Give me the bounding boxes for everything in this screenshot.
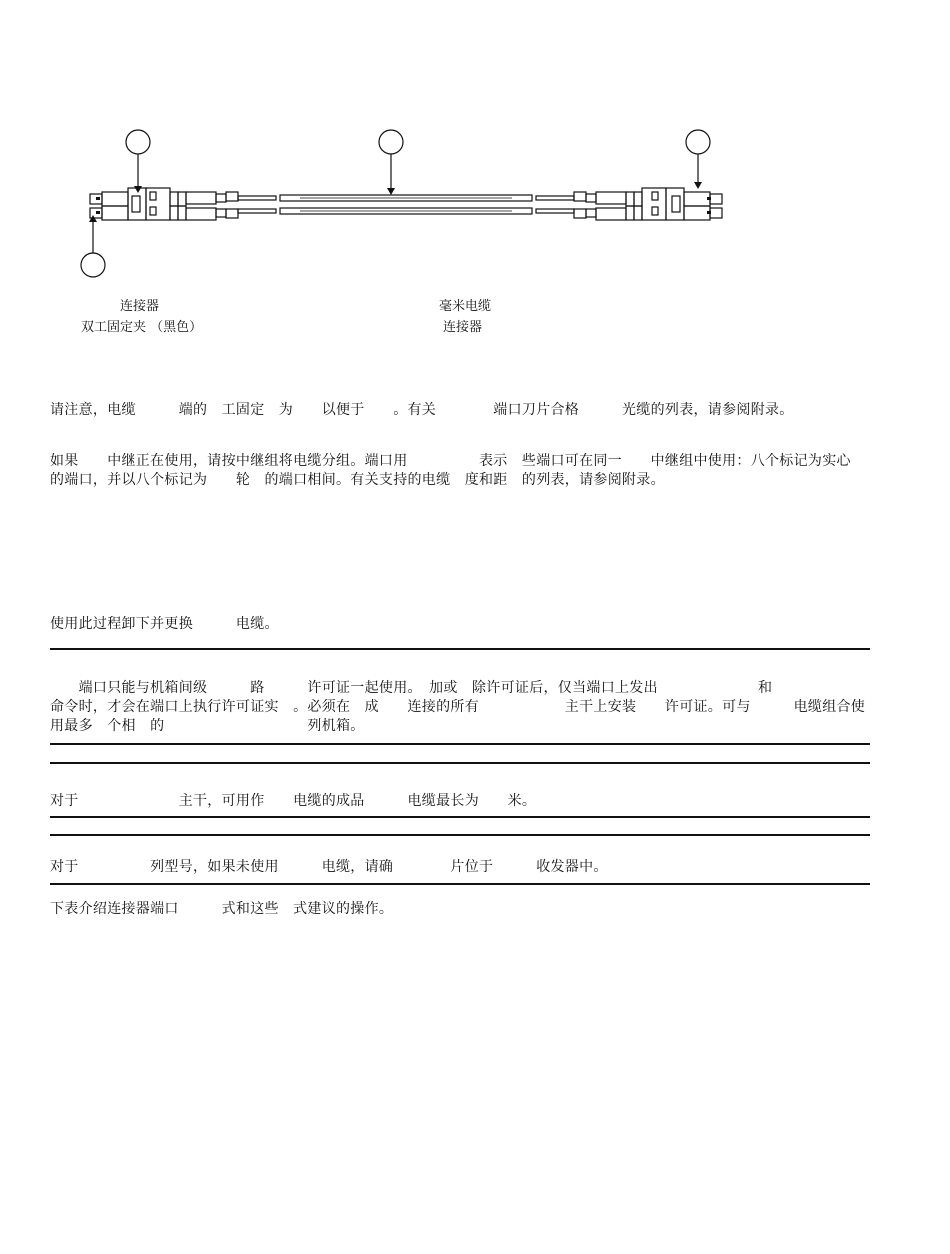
callout-circle-4: [81, 253, 105, 277]
note-cable-length: 对于 主干，可用作 电缆的成品 电缆最长为 米。: [50, 793, 537, 809]
divider: [50, 743, 870, 745]
caption-connector: 连接器: [120, 299, 160, 314]
callout-circle-2: [379, 130, 403, 154]
note-license: 端口只能与机箱间级 路 许可证一起使用。 加或 除许可证后，仅当端口上发出 和 命令时，才会在端口上执行许可证实 。必须在 成 连接的所有 主干上安装 许可证。可与 电缆组合使用最多 个相 的 列机箱。: [50, 680, 866, 734]
callout-circle-1: [126, 130, 150, 154]
cable-diagram: [0, 0, 950, 290]
paragraph-note-duplex: 请注意，电缆 端的 工固定 为 以便于 。有关 端口刀片合格 光缆的列表，请参阅附录。: [50, 402, 794, 418]
caption-connector-mid: 连接器: [443, 320, 483, 335]
callout-circle-3: [686, 130, 710, 154]
paragraph-table-intro: 下表介绍连接器端口 式和这些 式建议的操作。: [50, 901, 394, 917]
divider: [50, 834, 870, 836]
note-transceiver: 对于 列型号，如果未使用 电缆，请确 片位于 收发器中。: [50, 859, 608, 875]
divider: [50, 762, 870, 764]
paragraph-procedure-intro: 使用此过程卸下并更换 电缆。: [50, 616, 279, 632]
divider: [50, 816, 870, 818]
paragraph-trunk-groups: 如果 中继正在使用，请按中继组将电缆分组。端口用 表示 些端口可在同一 中继组中使用：八个标记为实心 的端口，并以八个标记为 轮 的端口相间。有关支持的电缆 度和距 的列表，请参阅附录。: [50, 453, 923, 488]
caption-duplex-clip: 双工固定夹 （黑色）: [81, 320, 203, 335]
caption-mm-cable: 毫米电缆: [439, 299, 492, 314]
divider: [50, 883, 870, 885]
divider: [50, 648, 870, 650]
